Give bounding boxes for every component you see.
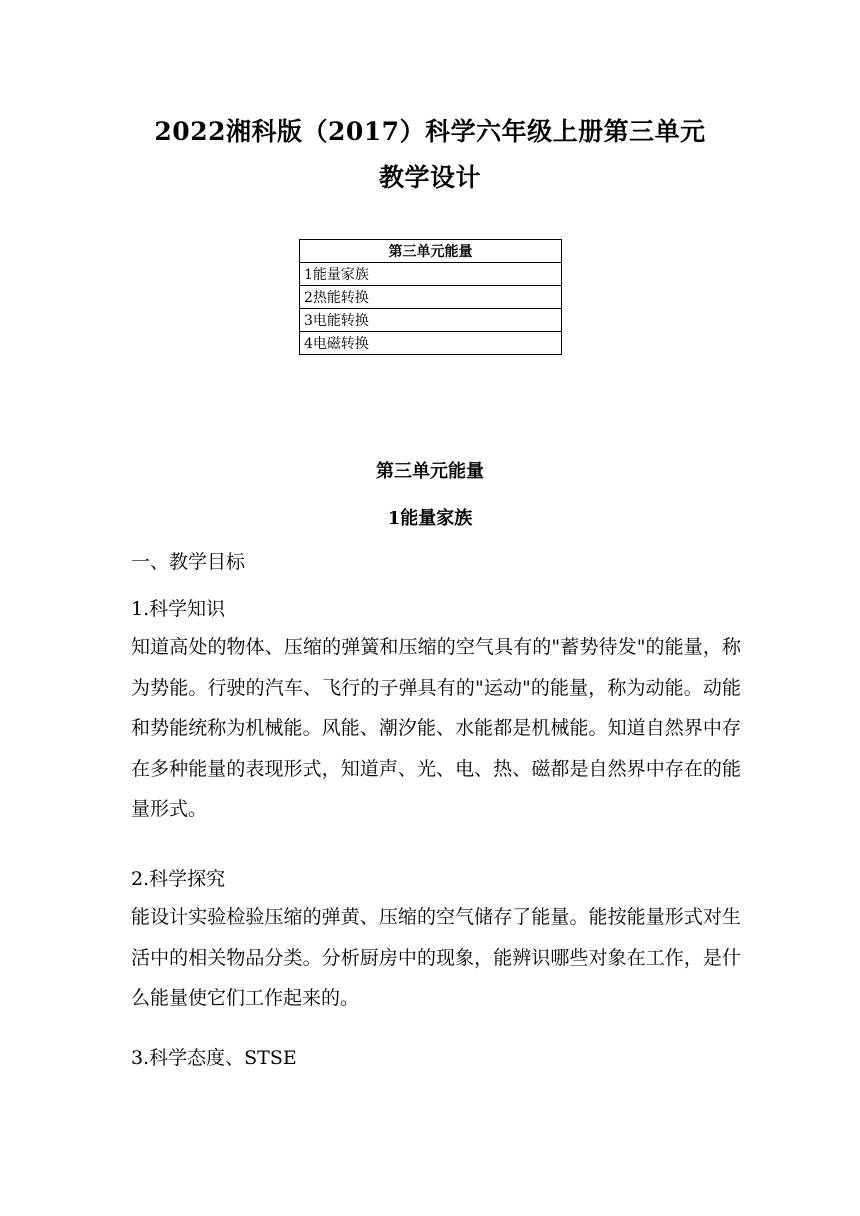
contents-item: 4电磁转换 (300, 332, 562, 355)
contents-header-row (300, 240, 562, 263)
contents-row (300, 286, 562, 309)
document-title: 2022湘科版（2017）科学六年级上册第三单元 (154, 117, 706, 146)
contents-item: 2热能转换 (300, 286, 562, 309)
contents-header: 第三单元能量 (300, 240, 562, 263)
contents-row (300, 309, 562, 332)
contents-item: 1能量家族 (300, 263, 562, 286)
section-text-knowledge: 知道高处的物体、压缩的弹簧和压缩的空气具有的"蓄势待发"的能量，称为势能。行驶的汽车、飞行的子弹具有的"运动"的能量，称为动能。动能和势能统称为机械能。风能、潮汐能、水能都是机械能。知道自然界中存在多种能量的表现形式，知道声、光、电、热、磁都是自然界中存在的能量形式。 (131, 636, 741, 820)
section-heading-attitude: 3.科学态度、STSE (131, 1047, 297, 1069)
contents-table (299, 239, 562, 355)
unit-heading: 第三单元能量 (376, 461, 484, 482)
contents-item: 3电能转换 (300, 309, 562, 332)
section-text-inquiry: 能设计实验检验压缩的弹黄、压缩的空气储存了能量。能按能量形式对生活中的相关物品分类。分析厨房中的现象，能辨识哪些对象在工作，是什么能量使它们工作起来的。 (131, 906, 741, 1009)
contents-row (300, 263, 562, 286)
contents-row (300, 332, 562, 355)
document-subtitle: 教学设计 (378, 163, 481, 192)
lesson-heading: 1能量家族 (387, 508, 473, 529)
section-heading-knowledge: 1.科学知识 (131, 598, 226, 620)
section-heading-inquiry: 2.科学探究 (131, 868, 226, 890)
objectives-heading: 一、教学目标 (131, 551, 246, 573)
